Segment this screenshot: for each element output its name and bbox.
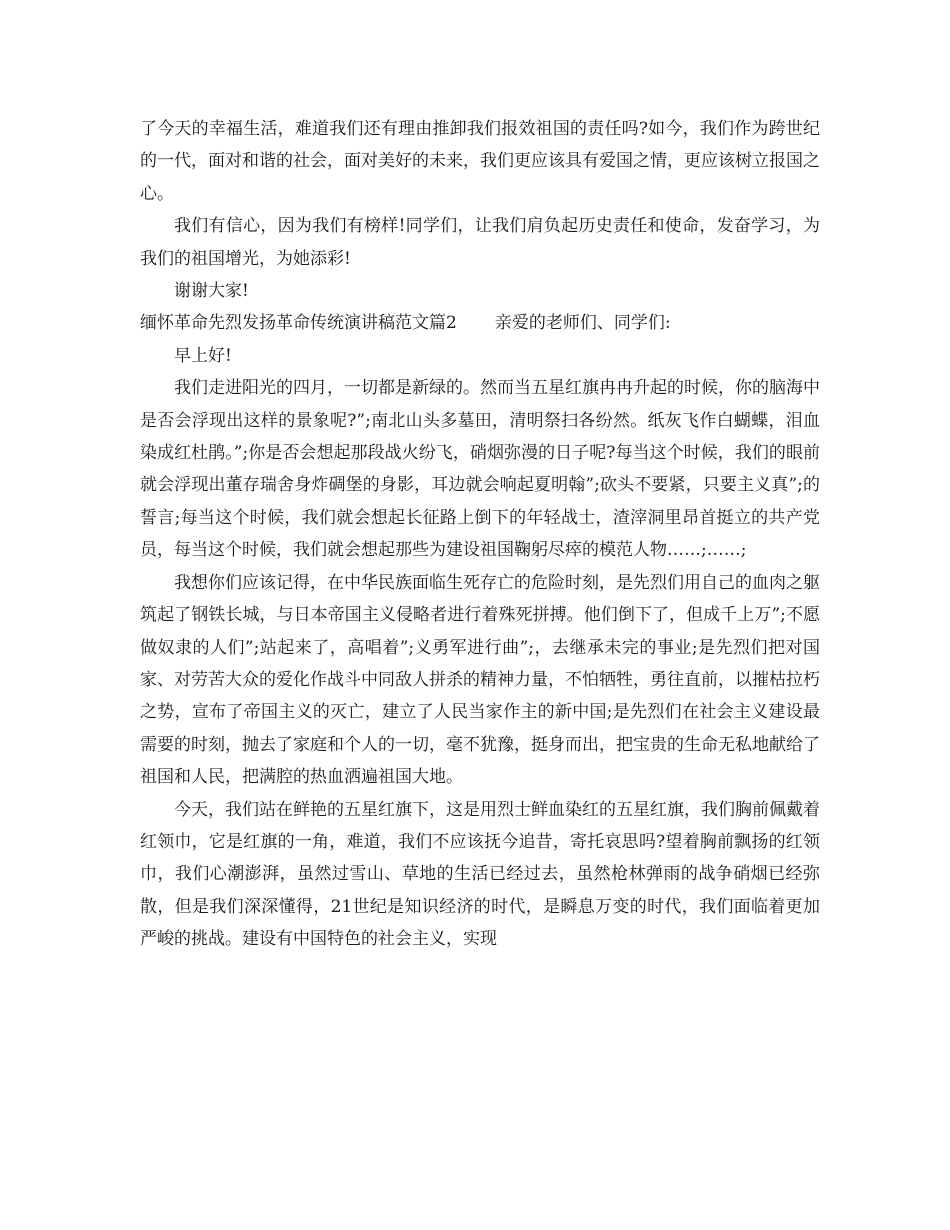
paragraph-thanks: 谢谢大家! [174,281,249,302]
paragraph-continuation: 了今天的幸福生活，难道我们还有理由推卸我们报效祖国的责任吗?如今，我们作为跨世纪的一代，面对和谐的社会，面对美好的未来，我们更应该具有爱国之情，更应该树立报国之心。 [140,119,820,204]
paragraph-confidence: 我们有信心，因为我们有榜样!同学们，让我们肩负起历史责任和使命，发奋学习，为我们的祖国增光，为她添彩! [140,216,820,269]
paragraph-april: 我们走进阳光的四月，一切都是新绿的。然而当五星红旗冉冉升起的时候，你的脑海中是否会浮现出这样的景象呢?”;南北山头多墓田，清明祭扫各纷然。纸灰飞作白蝴蝶，泪血染成红杜鹃。”;你是否会想起那段战火纷飞，硝烟弥漫的日子呢?每当这个时候，我们的眼前就会浮现出董存瑞舍身炸碉堡的身影，耳边就会响起夏明翰”;砍头不要紧，只要主义真”;的誓言;每当这个时候，我们就会想起长征路上倒下的年轻战士，渣滓洞里昂首挺立的共产党员，每当这个时候，我们就会想起那些为建设祖国鞠躬尽瘁的模范人物……;……; [140,378,820,561]
section-title: 缅怀革命先烈发扬革命传统演讲稿范文篇2 [140,313,457,334]
document-body [140,113,820,956]
salutation: 亲爱的老师们、同学们: [494,313,671,334]
section-heading-line [140,307,820,339]
paragraph-today: 今天，我们站在鲜艳的五星红旗下，这是用烈士鲜血染红的五星红旗，我们胸前佩戴着红领巾，它是红旗的一角，难道，我们不应该抚今追昔，寄托哀思吗?望着胸前飘扬的红领巾，我们心潮澎湃，虽然过雪山、草地的生活已经过去，虽然枪林弹雨的战争硝烟已经弥散，但是我们深深懂得，21世纪是知识经济的时代，是瞬息万变的时代，我们面临着更加严峻的挑战。建设有中国特色的社会主义，实现 [140,799,820,950]
paragraph-martyrs: 我想你们应该记得，在中华民族面临生死存亡的危险时刻，是先烈们用自己的血肉之躯筑起了钢铁长城，与日本帝国主义侵略者进行着殊死拼搏。他们倒下了，但成千上万”;不愿做奴隶的人们”;站起来了，高唱着”;义勇军进行曲”;，去继承未完的事业;是先烈们把对国家、对劳苦大众的爱化作战斗中同敌人拼杀的精神力量，不怕牺牲，勇往直前，以摧枯拉朽之势，宣布了帝国主义的灭亡，建立了人民当家作主的新中国;是先烈们在社会主义建设最需要的时刻，抛去了家庭和个人的一切，毫不犹豫，挺身而出，把宝贵的生命无私地献给了祖国和人民，把满腔的热血洒遍祖国大地。 [140,572,820,788]
paragraph-greeting: 早上好! [174,345,232,366]
